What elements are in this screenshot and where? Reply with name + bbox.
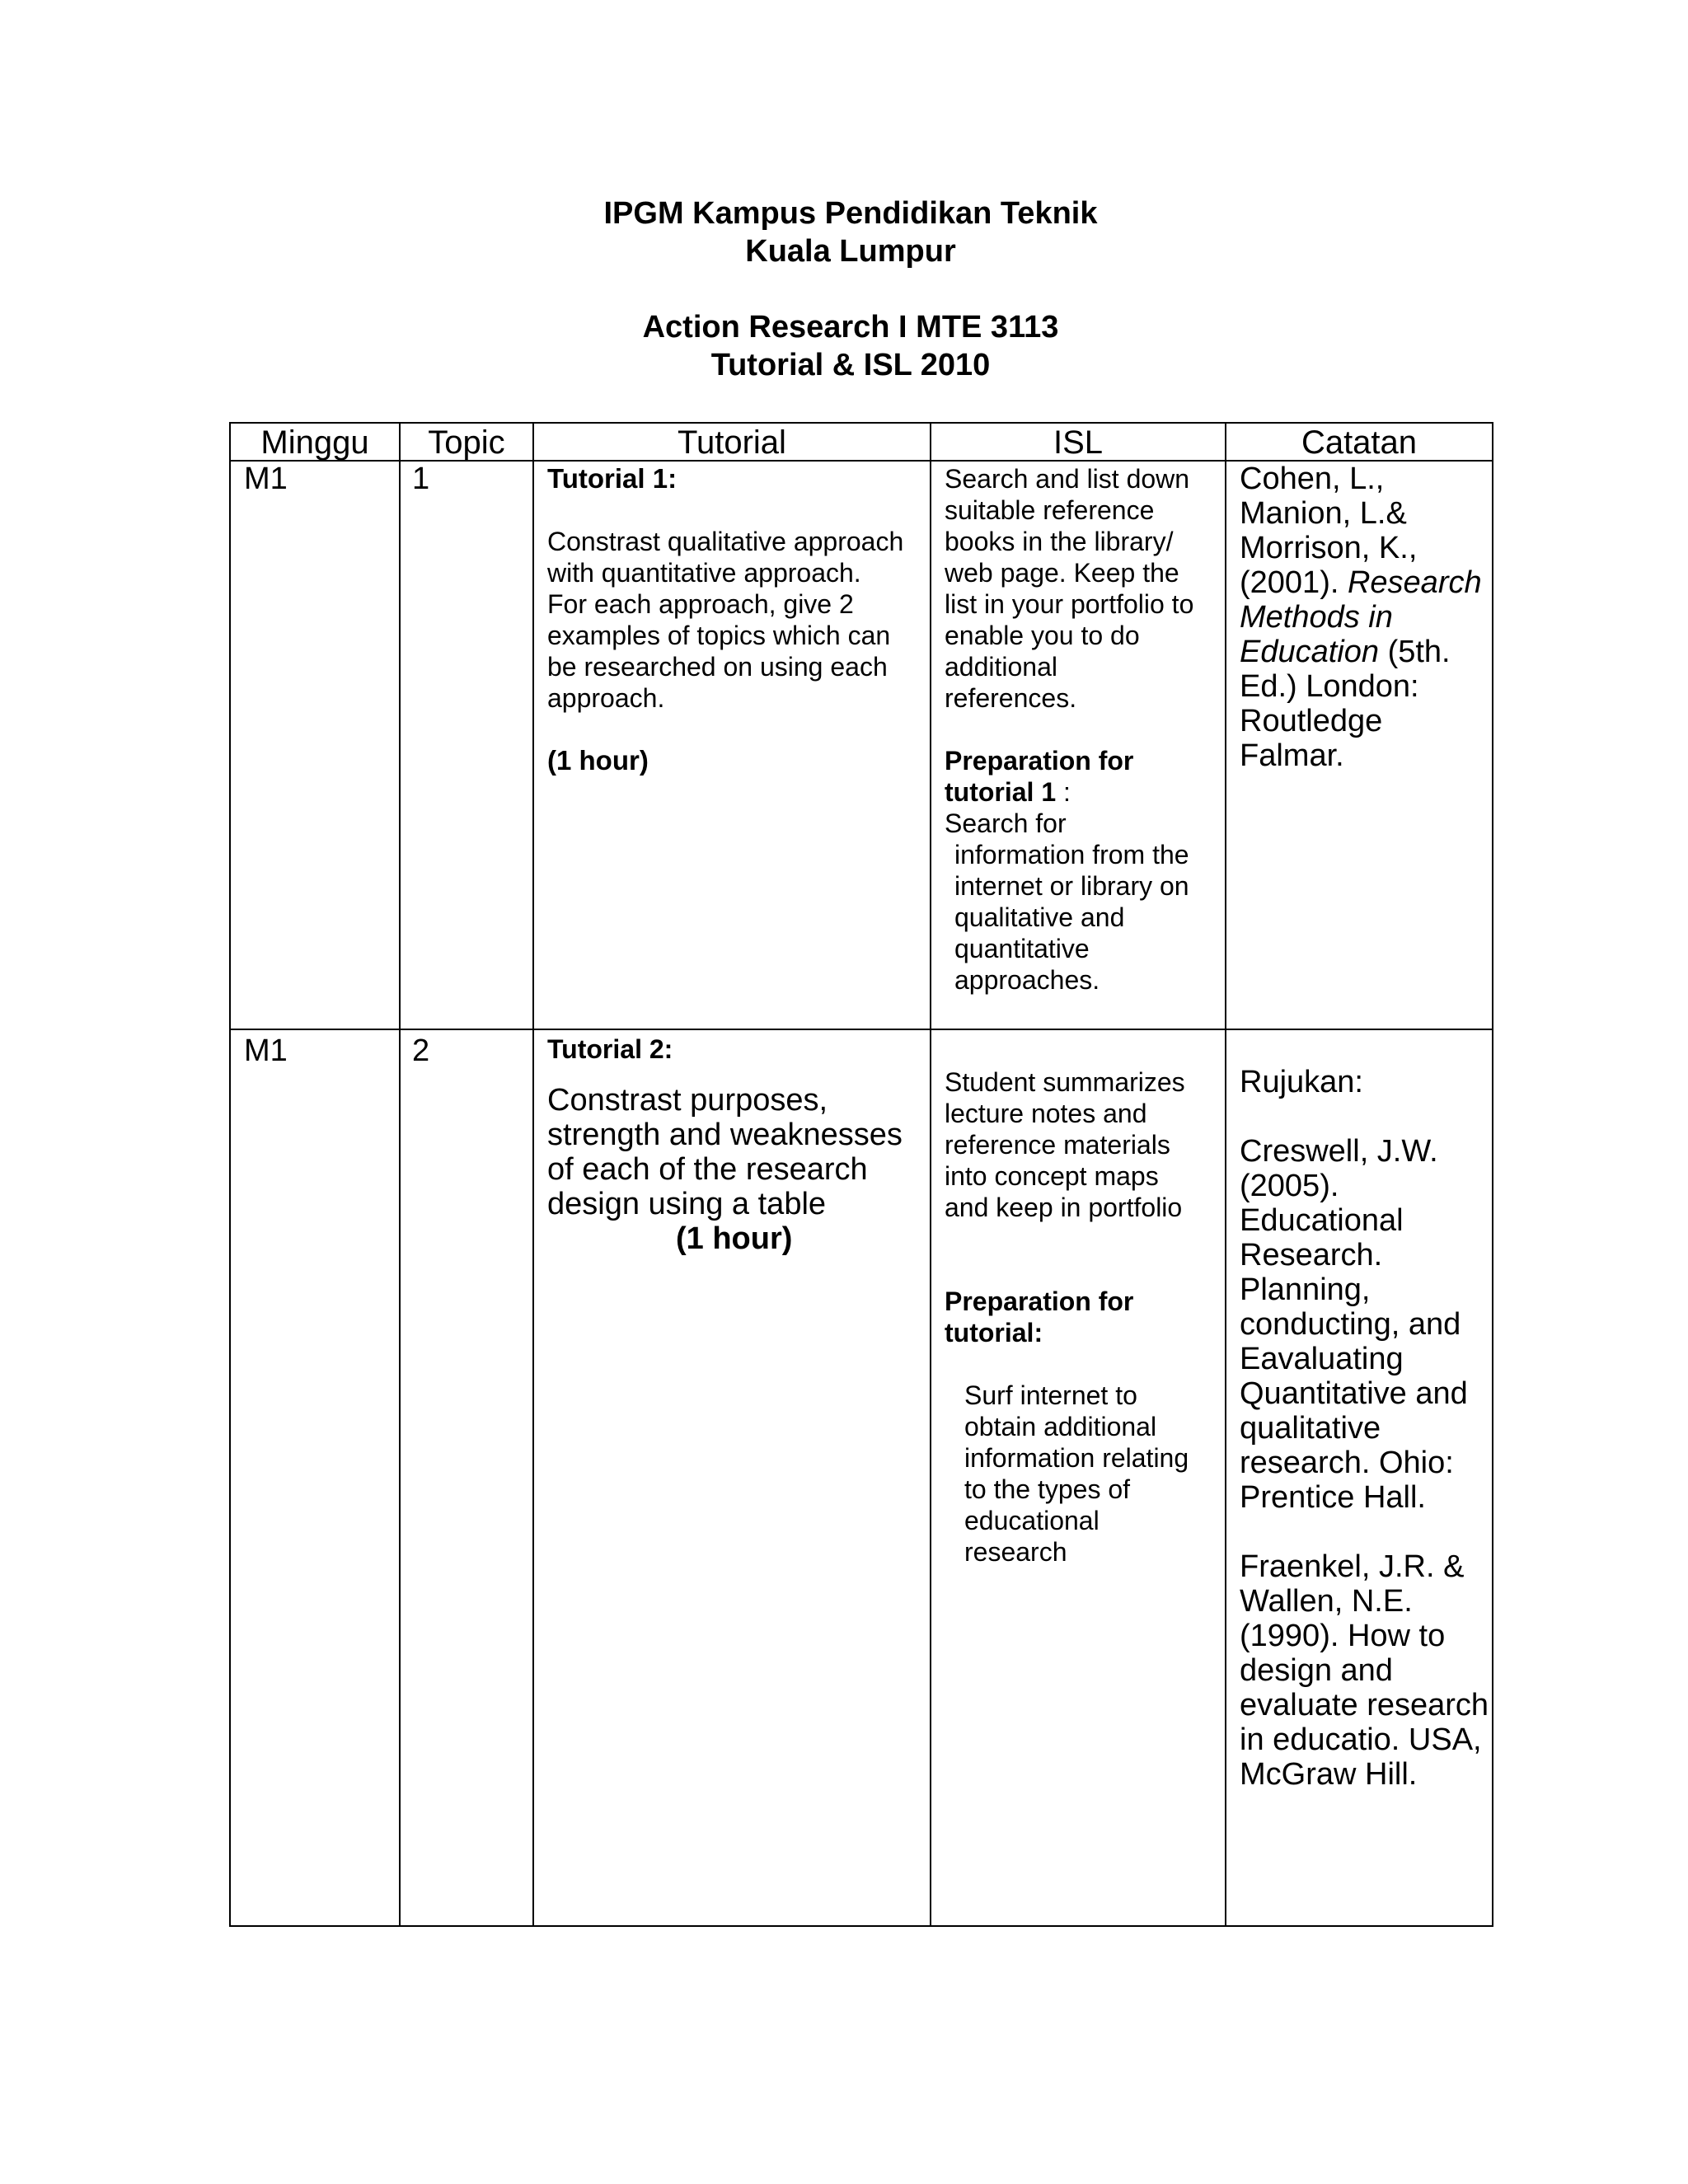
column-divider xyxy=(930,424,931,1925)
column-divider xyxy=(399,424,401,1925)
row1-isl-prep-colon: : xyxy=(1056,777,1071,807)
row2-isl-prep-line: to the types of xyxy=(964,1474,1131,1504)
row2-isl-prep-line: information relating xyxy=(964,1443,1189,1473)
row2-isl-line: and keep in portfolio xyxy=(945,1193,1183,1222)
row2-catatan-ref2-line: in educatio. USA, xyxy=(1240,1722,1482,1757)
column-header-topic: Topic xyxy=(428,424,505,460)
row2-catatan-ref1-line: (2005). xyxy=(1240,1169,1339,1203)
row2-isl xyxy=(945,1066,1221,1568)
row2-catatan-ref2-line: design and xyxy=(1240,1653,1393,1688)
row-divider xyxy=(231,1029,1492,1030)
row1-isl-line: enable you to do xyxy=(945,621,1140,650)
column-divider xyxy=(1225,424,1226,1925)
row1-isl-line: suitable reference xyxy=(945,495,1155,525)
row1-catatan-line: Manion, L.& xyxy=(1240,496,1407,531)
row2-catatan-ref1-line: Creswell, J.W. xyxy=(1240,1134,1438,1169)
row1-isl-prep-line: quantitative xyxy=(954,934,1090,963)
row1-tutorial-line: with quantitative approach. xyxy=(547,558,861,588)
row1-tutorial-line: approach. xyxy=(547,683,665,713)
row1-topic: 1 xyxy=(412,462,430,496)
row2-minggu: M1 xyxy=(244,1033,288,1068)
row1-isl-line: list in your portfolio to xyxy=(945,589,1194,619)
row2-catatan-ref1-line: Research. xyxy=(1240,1238,1383,1272)
row2-isl-prep-line: research xyxy=(964,1537,1067,1567)
row1-catatan-line: Falmar. xyxy=(1240,738,1344,773)
row1-catatan-edition: (5th. xyxy=(1379,635,1451,669)
row2-catatan-ref1-line: Planning, xyxy=(1240,1272,1371,1307)
city-title: Kuala Lumpur xyxy=(745,234,956,269)
row2-tutorial-title: Tutorial 2: xyxy=(547,1034,673,1064)
column-header-catatan: Catatan xyxy=(1301,424,1418,460)
row1-tutorial-line: be researched on using each xyxy=(547,652,888,682)
row2-catatan-ref1-line: qualitative xyxy=(1240,1411,1381,1446)
row1-catatan-title: Methods in xyxy=(1240,600,1393,635)
row1-catatan-line: Morrison, K., xyxy=(1240,531,1418,565)
row2-catatan-ref1-line: Prentice Hall. xyxy=(1240,1480,1426,1515)
row2-catatan-ref1-line: Educational xyxy=(1240,1203,1404,1238)
row2-isl-prep-label: tutorial: xyxy=(945,1318,1043,1347)
row2-catatan-ref1-line: Quantitative and xyxy=(1240,1376,1468,1411)
row2-isl-prep-line: Surf internet to xyxy=(964,1380,1137,1410)
institution-title: IPGM Kampus Pendidikan Teknik xyxy=(603,196,1098,231)
row2-tutorial-line: Constrast purposes, xyxy=(547,1083,828,1118)
row1-catatan-line: Ed.) London: xyxy=(1240,669,1419,704)
row1-isl-prep-line: approaches. xyxy=(954,965,1100,995)
row2-isl-prep-line: educational xyxy=(964,1506,1100,1535)
row2-topic: 2 xyxy=(412,1033,430,1068)
row2-catatan-ref2-line: (1990). How to xyxy=(1240,1619,1446,1653)
row1-isl-prep-line: information from the xyxy=(954,840,1189,869)
row2-catatan-ref1-line: conducting, and xyxy=(1240,1307,1461,1342)
row2-catatan-ref1-line: Eavaluating xyxy=(1240,1342,1404,1376)
row1-isl-line: references. xyxy=(945,683,1077,713)
row2-tutorial-line: strength and weaknesses xyxy=(547,1118,903,1152)
row1-catatan-line: Cohen, L., xyxy=(1240,462,1385,496)
row2-catatan-ref2-line: McGraw Hill. xyxy=(1240,1757,1418,1792)
course-title: Action Research I MTE 3113 xyxy=(642,310,1059,344)
row1-tutorial-line: Constrast qualitative approach xyxy=(547,527,904,556)
row1-isl-prep-line: qualitative and xyxy=(954,902,1125,932)
row1-tutorial xyxy=(547,463,926,776)
row2-catatan-ref2-line: Wallen, N.E. xyxy=(1240,1584,1413,1619)
row1-tutorial-line: examples of topics which can xyxy=(547,621,891,650)
row1-isl-prep-label: Preparation for xyxy=(945,746,1134,776)
schedule-table xyxy=(229,422,1493,1927)
row2-tutorial xyxy=(547,1033,926,1256)
row2-isl-prep-line: obtain additional xyxy=(964,1412,1157,1441)
row1-isl-prep-label: tutorial 1 xyxy=(945,777,1057,807)
row2-tutorial-line: design using a table xyxy=(547,1187,827,1221)
row2-tutorial-duration: (1 hour) xyxy=(676,1221,793,1256)
row1-catatan-year: (2001). xyxy=(1240,565,1348,600)
row2-isl-line: Student summarizes xyxy=(945,1067,1185,1097)
row2-tutorial-line: of each of the research xyxy=(547,1152,868,1187)
row1-isl xyxy=(945,463,1221,996)
row1-isl-line: Search and list down xyxy=(945,464,1190,494)
column-header-tutorial: Tutorial xyxy=(678,424,786,460)
row1-catatan-line: Routledge xyxy=(1240,704,1383,738)
row1-isl-prep-line: Search for xyxy=(945,808,1067,838)
row2-isl-line: into concept maps xyxy=(945,1161,1159,1191)
row1-isl-line: web page. Keep the xyxy=(945,558,1179,588)
row1-tutorial-title: Tutorial 1: xyxy=(547,463,678,494)
row2-catatan xyxy=(1240,1065,1492,1792)
column-header-isl: ISL xyxy=(1053,424,1104,460)
row1-catatan xyxy=(1240,462,1492,773)
row2-isl-line: reference materials xyxy=(945,1130,1170,1160)
row1-tutorial-duration: (1 hour) xyxy=(547,745,649,776)
term-title: Tutorial & ISL 2010 xyxy=(710,348,991,382)
row1-isl-line: additional xyxy=(945,652,1057,682)
row2-catatan-label: Rujukan: xyxy=(1240,1065,1363,1099)
row1-tutorial-line: For each approach, give 2 xyxy=(547,589,854,619)
row2-catatan-ref2-line: Fraenkel, J.R. & xyxy=(1240,1549,1465,1584)
row1-isl-line: books in the library/ xyxy=(945,527,1174,556)
row1-catatan-title: Education xyxy=(1240,635,1380,669)
row2-catatan-ref2-line: evaluate research xyxy=(1240,1688,1489,1722)
column-divider xyxy=(532,424,534,1925)
row1-isl-prep-line: internet or library on xyxy=(954,871,1189,901)
row2-catatan-ref1-line: research. Ohio: xyxy=(1240,1446,1454,1480)
row2-isl-line: lecture notes and xyxy=(945,1099,1147,1128)
row1-catatan-title: Research xyxy=(1347,565,1482,600)
row1-minggu: M1 xyxy=(244,462,288,496)
row2-isl-prep-label: Preparation for xyxy=(945,1286,1134,1316)
column-header-minggu: Minggu xyxy=(260,424,369,460)
document-header xyxy=(0,194,1688,384)
